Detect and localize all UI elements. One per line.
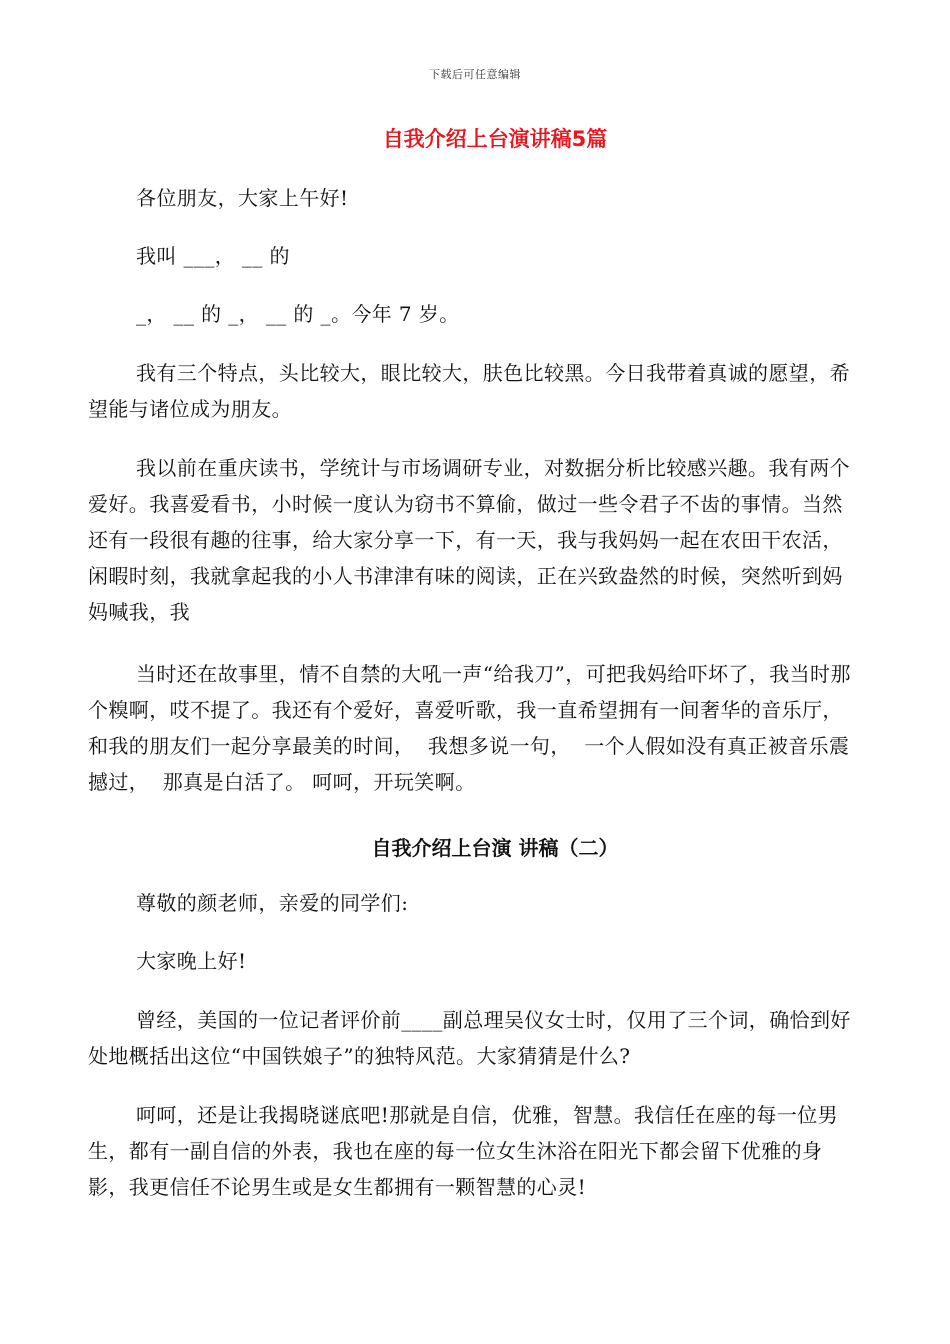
- speech1-traits-paragraph: 我有三个特点，头比较大，眼比较大，肤色比较黑。今日我带着真诚的愿望，希望能与诸位成为朋友。: [88, 361, 850, 421]
- section-title-speech2: 自我介绍上台演 讲稿（二）: [371, 836, 619, 860]
- speech2-evening-greeting: 大家晚上好!: [136, 949, 247, 973]
- speech1-music-paragraph: 当时还在故事里，情不自禁的大吼一声“给我刀”，可把我妈给吓坏了，我当时那个糗啊，哎不提了。我还有个爱好，喜爱听歌，我一直希望拥有一间奢华的音乐厅，和我的朋友们一起分享最美的时间， 我想多说一句， 一个人假如没有真正被音乐震撼过， 那真是白活了。 呵呵，开玩笑啊。: [88, 662, 851, 794]
- speech1-blank-line: _， __ 的 _， __ 的 _。今年 7 岁。: [136, 302, 460, 326]
- speech2-greeting: 尊敬的颜老师，亲爱的同学们:: [136, 891, 409, 915]
- speech1-hobbies-paragraph: 我以前在重庆读书，学统计与市场调研专业，对数据分析比较感兴趣。我有两个爱好。我喜爱看书，小时候一度认为窃书不算偷，做过一些令君子不齿的事情。当然还有一段很有趣的往事，给大家分享一下，有一天，我与我妈妈一起在农田干农活，闲暇时刻，我就拿起我的小人书津津有味的阅读，正在兴致盎然的时候，突然听到妈妈喊我，我: [88, 456, 850, 624]
- document-title: 自我介绍上台演讲稿5篇: [382, 127, 608, 151]
- speech1-greeting: 各位朋友，大家上午好!: [136, 186, 349, 210]
- header-note: 下载后可任意编辑: [429, 68, 521, 81]
- speech2-story-paragraph: 曾经，美国的一位记者评价前____副总理吴仪女士时，仅用了三个词，确恰到好处地概括出这位“中国铁娘子”的独特风范。大家猜猜是什么?: [88, 1008, 851, 1068]
- speech2-answer-paragraph: 呵呵，还是让我揭晓谜底吧!那就是自信，优雅，智慧。我信任在座的每一位男生，都有一副自信的外表，我也在座的每一位女生沐浴在阳光下都会留下优雅的身影，我更信任不论男生或是女生都拥有一颗智慧的心灵!: [88, 1103, 839, 1199]
- speech1-name-line: 我叫 ___， __ 的: [136, 244, 290, 268]
